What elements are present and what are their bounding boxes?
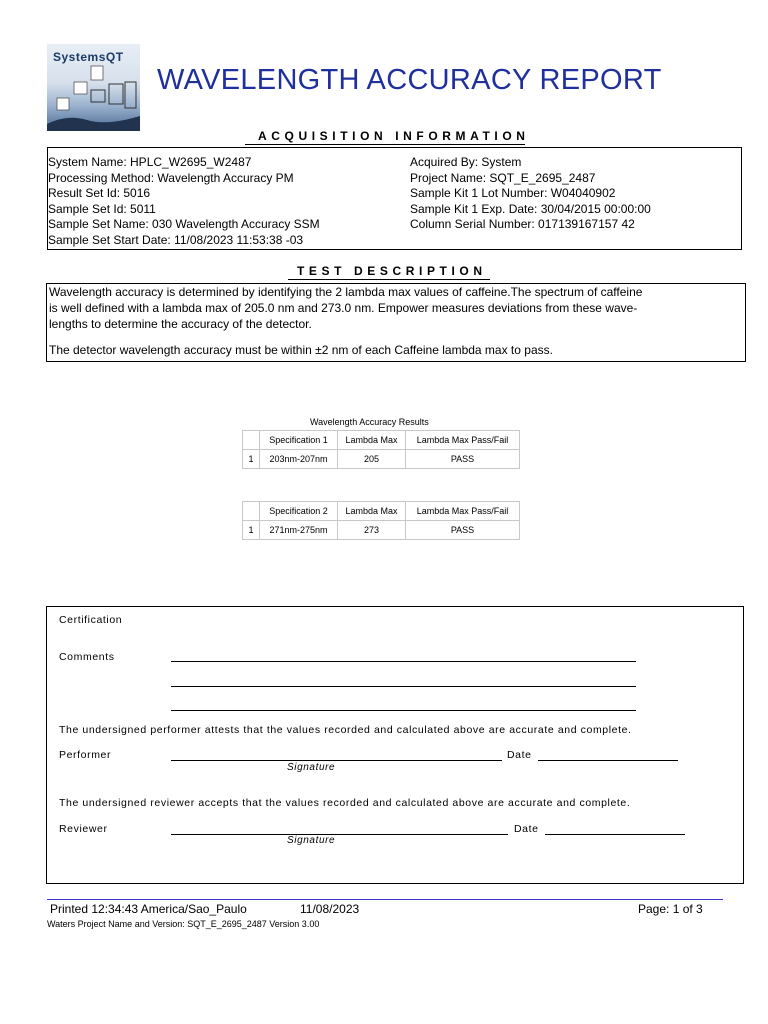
sample-kit-lot-number: Sample Kit 1 Lot Number: W04040902 (410, 186, 616, 200)
reviewer-statement: The undersigned reviewer accepts that the values recorded and calculated above are accurate and complete. (59, 797, 631, 809)
test-description-paragraph (49, 284, 642, 332)
acquisition-heading: ACQUISITION INFORMATION (258, 129, 530, 143)
acquisition-heading-underline (245, 144, 525, 145)
comments-line-3[interactable] (171, 710, 636, 711)
test-description-heading-underline (288, 279, 490, 280)
performer-date-label: Date (507, 749, 532, 761)
table-cell: 1 (243, 450, 260, 469)
column-serial-number: Column Serial Number: 017139167157 42 (410, 217, 635, 231)
table-header-row (243, 431, 520, 450)
table-cell: PASS (406, 450, 520, 469)
printed-date: 11/08/2023 (300, 902, 360, 916)
description-line: Wavelength accuracy is determined by identifying the 2 lambda max values of caffeine.The spectrum of caffeine (49, 285, 643, 299)
test-description-heading: TEST DESCRIPTION (297, 264, 487, 278)
performer-signature-line[interactable] (171, 760, 502, 761)
systemsqt-logo (47, 44, 140, 131)
performer-date-line[interactable] (538, 760, 678, 761)
table-header-cell (243, 502, 260, 521)
table-header-cell (243, 431, 260, 450)
sample-set-start-date: Sample Set Start Date: 11/08/2023 11:53:38 -03 (48, 232, 304, 247)
acquired-by: Acquired By: System (410, 155, 522, 169)
table-cell: 273 (338, 521, 406, 540)
description-line: lengths to determine the accuracy of the detector. (49, 317, 312, 331)
page-number: Page: 1 of 3 (638, 902, 703, 916)
results-table-1 (242, 430, 520, 469)
reviewer-signature-line[interactable] (171, 834, 508, 835)
printed-timestamp: Printed 12:34:43 America/Sao_Paulo (50, 902, 247, 916)
table-cell: 205 (338, 450, 406, 469)
table-header-cell: Specification 1 (260, 431, 338, 450)
results-caption: Wavelength Accuracy Results (310, 417, 429, 427)
project-name: Project Name: SQT_E_2695_2487 (410, 170, 596, 185)
processing-method: Processing Method: Wavelength Accuracy PM (48, 170, 294, 185)
sample-kit-exp-date: Sample Kit 1 Exp. Date: 30/04/2015 00:00:00 (410, 201, 651, 216)
table-header-cell: Lambda Max (338, 502, 406, 521)
reviewer-label: Reviewer (59, 823, 108, 835)
acquisition-left-column (48, 155, 320, 248)
comments-label: Comments (59, 651, 115, 663)
table-header-cell: Specification 2 (260, 502, 338, 521)
performer-label: Performer (59, 749, 112, 761)
report-title: WAVELENGTH ACCURACY REPORT (157, 64, 662, 96)
performer-signature-caption: Signature (287, 762, 336, 773)
pass-criteria: The detector wavelength accuracy must be within ±2 nm of each Caffeine lambda max to pass. (49, 343, 553, 357)
system-name: System Name: HPLC_W2695_W2487 (48, 155, 252, 169)
comments-line-2[interactable] (171, 686, 636, 687)
table-cell: 1 (243, 521, 260, 540)
table-header-row (243, 502, 520, 521)
comments-line-1[interactable] (171, 661, 636, 662)
description-line: is well defined with a lambda max of 205.0 nm and 273.0 nm. Empower measures deviations from these wave- (49, 301, 638, 315)
table-header-cell: Lambda Max Pass/Fail (406, 431, 520, 450)
table-row (243, 521, 520, 540)
table-cell: PASS (406, 521, 520, 540)
table-row (243, 450, 520, 469)
footer-rule (47, 899, 723, 900)
certification-box (46, 606, 744, 884)
sample-set-id: Sample Set Id: 5011 (48, 201, 156, 216)
reviewer-date-line[interactable] (545, 834, 685, 835)
certification-title: Certification (59, 614, 123, 626)
table-header-cell: Lambda Max (338, 431, 406, 450)
performer-statement: The undersigned performer attests that the values recorded and calculated above are accurate and complete. (59, 724, 632, 736)
logo-text: SystemsQT (53, 50, 124, 64)
table-header-cell: Lambda Max Pass/Fail (406, 502, 520, 521)
reviewer-signature-caption: Signature (287, 835, 336, 846)
reviewer-date-label: Date (514, 823, 539, 835)
result-set-id: Result Set Id: 5016 (48, 186, 151, 200)
results-table-2 (242, 501, 520, 540)
acquisition-right-column (410, 155, 651, 233)
table-cell: 203nm-207nm (260, 450, 338, 469)
project-version: Waters Project Name and Version: SQT_E_2695_2487 Version 3.00 (47, 919, 320, 929)
logo-graphic (47, 44, 140, 131)
table-cell: 271nm-275nm (260, 521, 338, 540)
sample-set-name: Sample Set Name: 030 Wavelength Accuracy SSM (48, 217, 320, 231)
